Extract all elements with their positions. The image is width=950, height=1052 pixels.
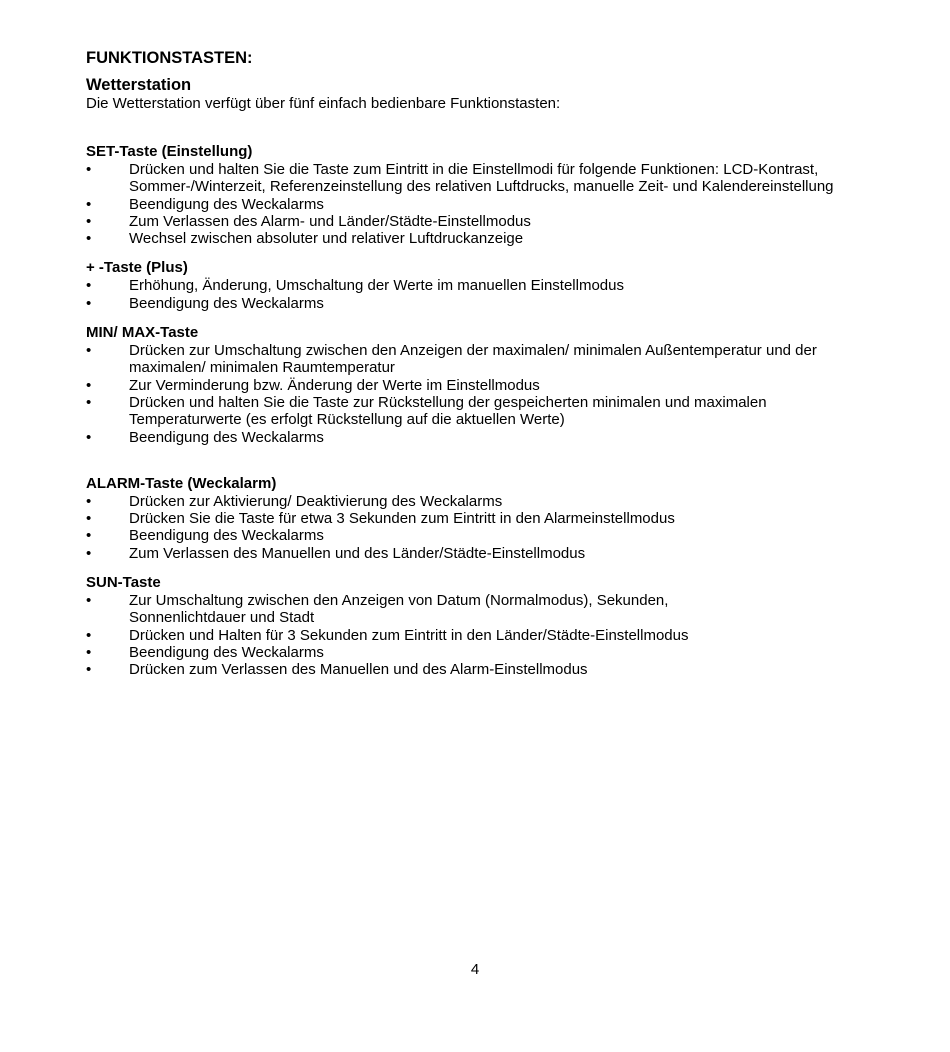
list-item	[86, 230, 846, 247]
bullet-icon: •	[86, 212, 92, 230]
list-item	[86, 592, 846, 627]
section-heading: SET-Taste (Einstellung)	[86, 143, 253, 160]
bullet-icon: •	[86, 294, 92, 312]
bullet-icon: •	[86, 230, 92, 248]
list-item-text: Beendigung des Weckalarms	[129, 428, 324, 446]
page-number: 4	[470, 961, 480, 978]
list-item-text: Beendigung des Weckalarms	[129, 294, 324, 312]
bullet-icon: •	[86, 510, 92, 528]
bullet-icon: •	[86, 492, 92, 510]
list-item	[86, 295, 846, 312]
section-set-taste	[86, 143, 846, 247]
section-plus-taste	[86, 259, 846, 312]
section-alarm-taste	[86, 475, 846, 562]
list-item-text: Zum Verlassen des Manuellen und des Länder/Städte-Einstellmodus	[129, 544, 586, 562]
section-sun-taste	[86, 574, 846, 678]
document-title: FUNKTIONSTASTEN:	[86, 49, 253, 67]
list-item	[86, 277, 846, 294]
list-item	[86, 429, 846, 446]
bullet-icon: •	[86, 626, 92, 644]
list-item	[86, 213, 846, 230]
bullet-list	[86, 493, 846, 562]
list-item-text: Drücken zur Umschaltung zwischen den Anzeigen der maximalen/ minimalen Außentemperatur und der maximalen/ minimalen Raumtemperatur	[129, 342, 817, 377]
list-item-text: Beendigung des Weckalarms	[129, 195, 324, 213]
bullet-icon: •	[86, 376, 92, 394]
list-item-text: Drücken zum Verlassen des Manuellen und des Alarm-Einstellmodus	[129, 661, 588, 679]
bullet-icon: •	[86, 661, 92, 679]
bullet-list	[86, 342, 846, 446]
document-page	[86, 48, 846, 679]
list-item-text: Drücken Sie die Taste für etwa 3 Sekunden zum Eintritt in den Alarmeinstellmodus	[129, 510, 675, 528]
list-item-text: Beendigung des Weckalarms	[129, 527, 324, 545]
intro-text: Die Wetterstation verfügt über fünf einfach bedienbare Funktionstasten:	[86, 95, 561, 112]
list-item-text: Beendigung des Weckalarms	[129, 643, 324, 661]
section-heading: SUN-Taste	[86, 574, 161, 592]
list-item	[86, 627, 846, 644]
bullet-list	[86, 592, 846, 678]
list-item-text: Drücken und halten Sie die Taste zum Eintritt in die Einstellmodi für folgende Funktionen: LCD-Kontrast, Sommer-/Winterzeit, Referenzeinstellung des relativen Luftdrucks, manuelle Zeit- und Kalendereinstellung	[129, 161, 834, 196]
bullet-icon: •	[86, 592, 92, 610]
list-item-text: Erhöhung, Änderung, Umschaltung der Werte im manuellen Einstellmodus	[129, 277, 624, 295]
section-title-wetterstation: Wetterstation	[86, 76, 192, 94]
section-min-max-taste	[86, 324, 846, 446]
bullet-icon: •	[86, 428, 92, 446]
list-item	[86, 394, 846, 429]
list-item	[86, 510, 846, 527]
list-item-text: Zur Verminderung bzw. Änderung der Werte im Einstellmodus	[129, 376, 540, 394]
section-heading: + -Taste (Plus)	[86, 259, 188, 277]
bullet-icon: •	[86, 527, 92, 545]
list-item	[86, 161, 846, 196]
list-item	[86, 527, 846, 544]
section-heading: MIN/ MAX-Taste	[86, 324, 199, 342]
bullet-list	[86, 161, 846, 247]
bullet-list	[86, 277, 846, 312]
bullet-icon: •	[86, 195, 92, 213]
list-item-text: Drücken zur Aktivierung/ Deaktivierung des Weckalarms	[129, 492, 503, 510]
list-item	[86, 196, 846, 213]
bullet-icon: •	[86, 161, 92, 178]
list-item	[86, 644, 846, 661]
section-heading: ALARM-Taste (Weckalarm)	[86, 474, 277, 492]
list-item-text: Zur Umschaltung zwischen den Anzeigen von Datum (Normalmodus), Sekunden, Sonnenlichtdauer und Stadt	[129, 592, 669, 627]
bullet-icon: •	[86, 277, 92, 295]
bullet-icon: •	[86, 544, 92, 562]
list-item-text: Zum Verlassen des Alarm- und Länder/Städte-Einstellmodus	[129, 212, 531, 230]
list-item	[86, 545, 846, 562]
list-item-text: Drücken und halten Sie die Taste zur Rückstellung der gespeicherten minimalen und maximalen Temperaturwerte (es erfolgt Rückstellung auf die aktuellen Werte)	[129, 393, 767, 429]
bullet-icon: •	[86, 342, 92, 360]
list-item	[86, 342, 846, 377]
list-item	[86, 661, 846, 678]
bullet-icon: •	[86, 643, 92, 661]
list-item-text: Wechsel zwischen absoluter und relativer Luftdruckanzeige	[129, 230, 524, 248]
bullet-icon: •	[86, 393, 92, 411]
list-item-text: Drücken und Halten für 3 Sekunden zum Eintritt in den Länder/Städte-Einstellmodus	[129, 626, 689, 644]
list-item	[86, 377, 846, 394]
list-item	[86, 493, 846, 510]
